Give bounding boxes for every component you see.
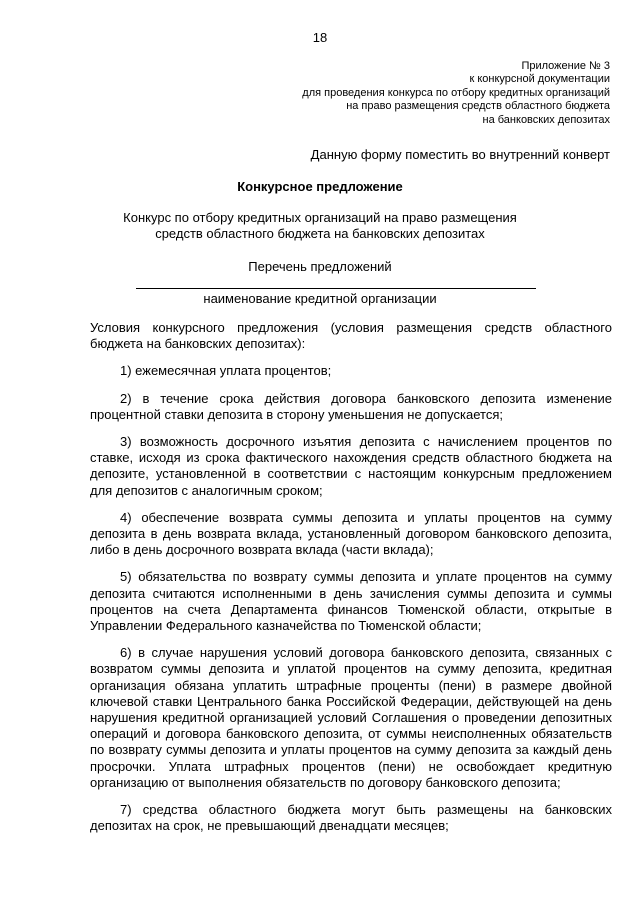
contest-line: средств областного бюджета на банковских депозитах (155, 226, 485, 241)
appendix-line: на банковских депозитах (482, 113, 610, 126)
appendix-line: для проведения конкурса по отбору кредитных организаций (302, 86, 610, 99)
envelope-note: Данную форму поместить во внутренний конверт (310, 147, 610, 162)
condition-item: 2) в течение срока действия договора банковского депозита изменение процентной ставки депозита в сторону уменьшения не допускается; (90, 390, 612, 422)
contest-line: Конкурс по отбору кредитных организаций на право размещения (123, 210, 517, 225)
appendix-line: к конкурсной документации (469, 73, 610, 86)
org-name-blank-line (136, 288, 536, 289)
appendix-line: на право размещения средств областного бюджета (346, 100, 610, 113)
appendix-header (302, 60, 610, 127)
list-title: Перечень предложений (248, 259, 392, 274)
condition-item: 5) обязательства по возврату суммы депозита и уплате процентов на сумму депозита считаются исполненными в день зачисления суммы депозита и суммы процентов на счета Департамента финансов Тюменской области, открытые в Управлении Федерального казначейства по Тюменской области; (90, 569, 612, 634)
page-number: 18 (312, 30, 328, 45)
condition-item: 4) обеспечение возврата суммы депозита и уплаты процентов на сумму депозита в день возврата вклада, установленный договором банковского депозита, либо в день досрочного возврата вклада (части вклада); (90, 509, 612, 558)
conditions-body (90, 320, 612, 845)
condition-item: 1) ежемесячная уплата процентов; (120, 363, 332, 379)
condition-item: 6) в случае нарушения условий договора банковского депозита, связанных с возвратом суммы депозита и уплатой процентов на сумму депозита, кредитная организация обязана уплатить штрафные проценты (пени) в размере двойной ключевой ставки Центрального банка Российской Федерации, действующей на день нарушения кредитной организацией условий Соглашения о проведении депозитных операций и договора банковского депозита, от суммы неисполненных обязательств по возврату суммы депозита и уплаты процентов на сумму депозита за каждый день просрочки. Уплата штрафных процентов (пени) не освобождает кредитную организацию от выполнения обязательств по договору банковского депозита; (90, 645, 612, 790)
condition-item: 3) возможность досрочного изъятия депозита с начислением процентов по ставке, исходя из срока фактического нахождения средств областного бюджета на депозите, установленной в соответствии с настоящим конкурсным предложением для депозитов с аналогичным сроком; (90, 434, 612, 498)
document-title: Конкурсное предложение (237, 179, 403, 194)
org-name-caption: наименование кредитной организации (203, 291, 437, 306)
appendix-line: Приложение № 3 (521, 60, 610, 72)
contest-name (0, 210, 640, 242)
condition-item: 7) средства областного бюджета могут быть размещены на банковских депозитах на срок, не превышающий двенадцати месяцев; (90, 802, 612, 834)
conditions-intro: Условия конкурсного предложения (условия размещения средств областного бюджета на банковских депозитах): (90, 320, 612, 352)
